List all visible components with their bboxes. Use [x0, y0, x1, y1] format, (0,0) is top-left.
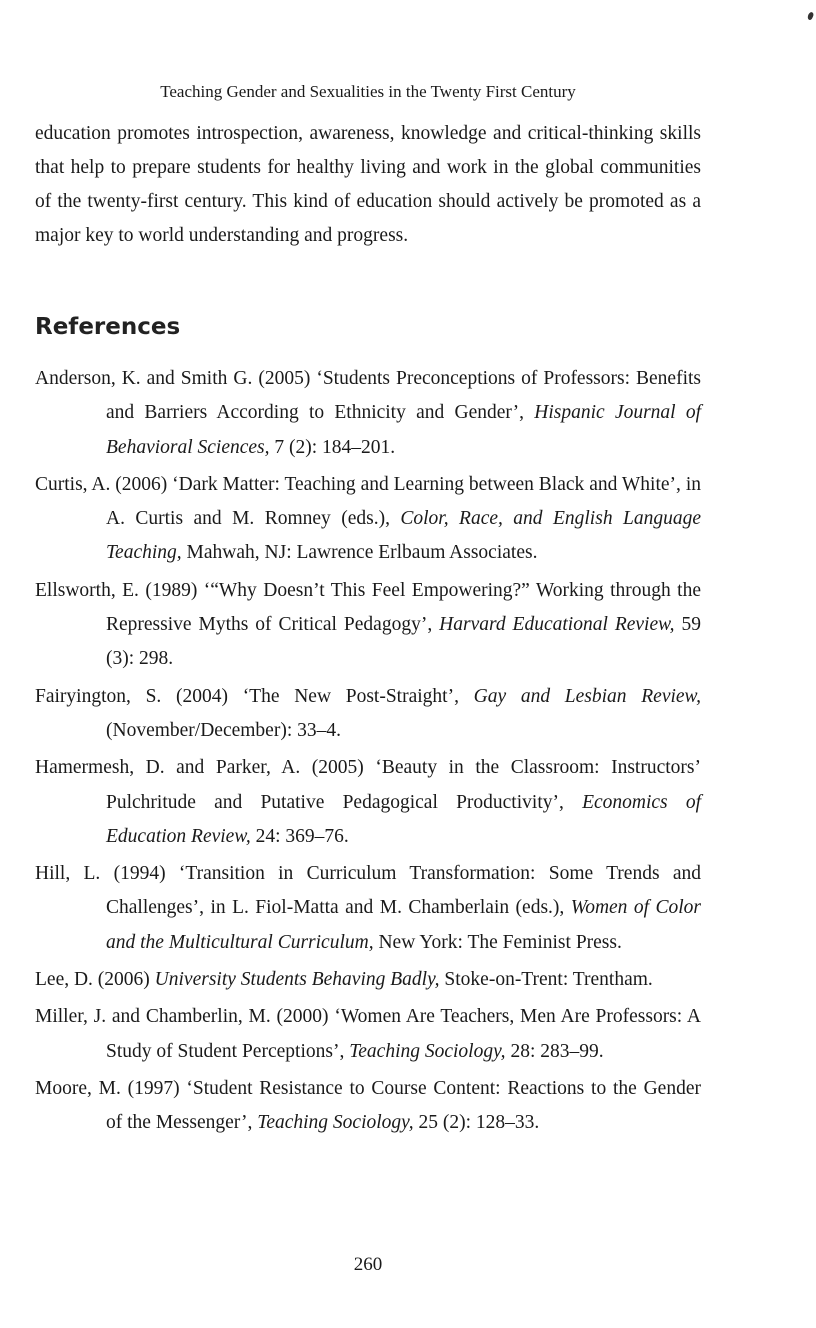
reference-details: 28: 283–99. [505, 1040, 604, 1062]
reference-source: Teaching Sociology, [349, 1040, 506, 1062]
reference-source: Women of Color and the Multicultural Curriculum, [106, 897, 701, 953]
reference-source: Hispanic Journal of Behavioral Sciences, [106, 402, 701, 458]
reference-source: Economics of Education Review, [106, 791, 701, 847]
reference-text: Lee, D. (2006) [35, 969, 155, 991]
reference-entry [35, 1000, 701, 1069]
reference-entry [35, 680, 701, 749]
reference-text: Fairyington, S. (2004) ‘The New Post-Straight’, [35, 685, 474, 707]
reference-details: (November/December): 33–4. [106, 719, 341, 741]
reference-source: Harvard Educational Review, [439, 614, 675, 636]
references-heading: References [35, 314, 181, 340]
scan-mark [807, 11, 815, 20]
reference-details: 7 (2): 184–201. [269, 436, 396, 458]
references-list [35, 362, 701, 1144]
reference-text: Hamermesh, D. and Parker, A. (2005) ‘Beauty in the Classroom: Instructors’ Pulchritude and Putative Pedagogical Productivity’, [35, 757, 701, 813]
reference-source: University Students Behaving Badly, [154, 969, 440, 991]
reference-text: Moore, M. (1997) ‘Student Resistance to Course Content: Reactions to the Gender of the Messenger’, [35, 1077, 701, 1134]
reference-entry [35, 963, 701, 997]
reference-text: Anderson, K. and Smith G. (2005) ‘Students Preconceptions of Professors: Benefits and Barriers According to Ethnicity and Gender’, [35, 368, 701, 424]
reference-source: Color, Race, and English Language Teaching, [106, 508, 701, 564]
reference-entry [35, 362, 701, 465]
reference-details: New York: The Feminist Press. [373, 931, 622, 953]
reference-text: Hill, L. (1994) ‘Transition in Curriculum Transformation: Some Trends and Challenges’, in L. Fiol-Matta and M. Chamberlain (eds.), [35, 863, 701, 919]
body-paragraph: education promotes introspection, awareness, knowledge and critical-thinking skills that help to prepare students for healthy living and work in the global communities of the twenty-first century. This kind of education should actively be promoted as a major key to world understanding and progress. [35, 123, 701, 246]
reference-entry [35, 574, 701, 677]
reference-entry [35, 1072, 701, 1141]
reference-text: Ellsworth, E. (1989) ‘“Why Doesn’t This Feel Empowering?” Working through the Repressive Myths of Critical Pedagogy’, [35, 579, 701, 636]
running-head: Teaching Gender and Sexualities in the Twenty First Century [160, 82, 576, 101]
reference-text: Curtis, A. (2006) ‘Dark Matter: Teaching and Learning between Black and White’, in A. Curtis and M. Romney (eds.), [35, 473, 701, 530]
reference-source: Gay and Lesbian Review, [473, 685, 701, 707]
reference-entry [35, 857, 701, 960]
reference-details: 24: 369–76. [250, 825, 349, 847]
reference-details: Mahwah, NJ: Lawrence Erlbaum Associates. [181, 542, 538, 564]
page-number: 260 [353, 1254, 383, 1275]
reference-details: 25 (2): 128–33. [413, 1112, 540, 1134]
reference-text: Miller, J. and Chamberlin, M. (2000) ‘Women Are Teachers, Men Are Professors: A Study of Student Perceptions’, [35, 1006, 701, 1062]
reference-details: Stoke-on-Trent: Trentham. [439, 969, 653, 991]
reference-source: Teaching Sociology, [257, 1112, 414, 1134]
reference-entry [35, 468, 701, 571]
reference-entry [35, 751, 701, 854]
reference-details: 59 (3): 298. [106, 614, 701, 670]
